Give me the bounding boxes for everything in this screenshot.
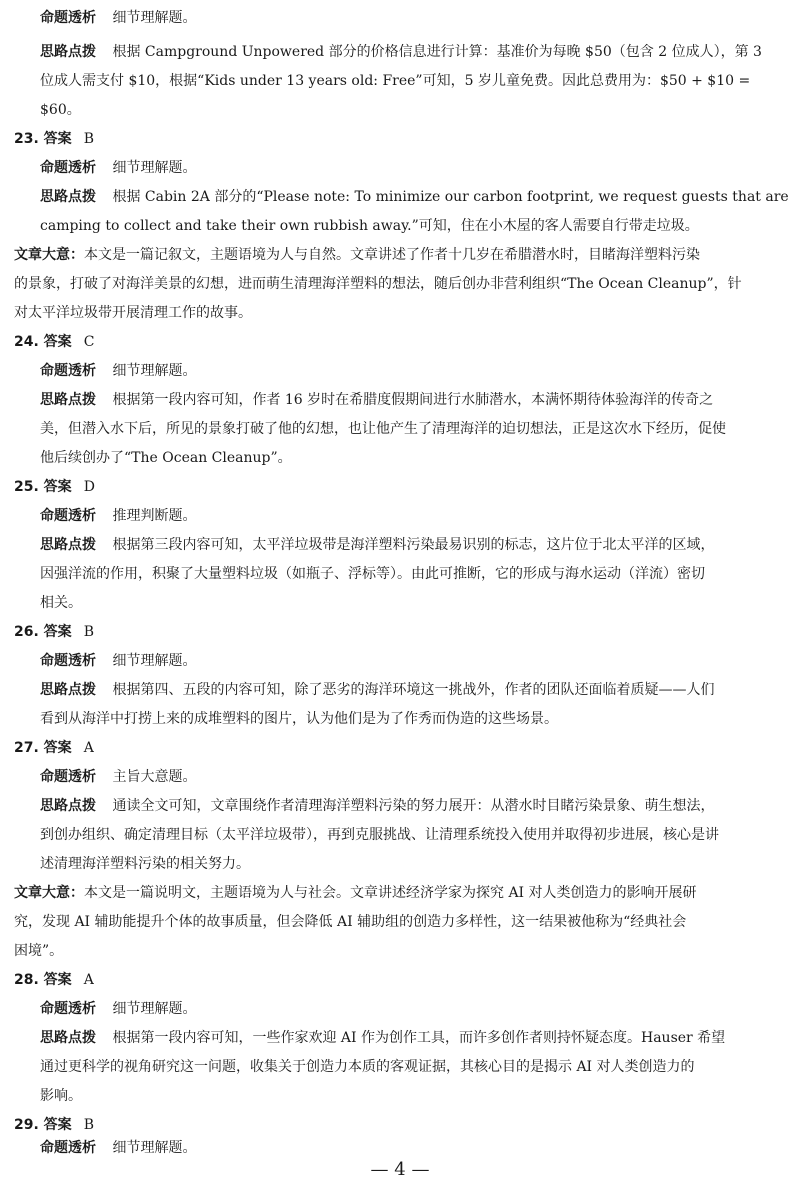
hint-line: 位成人需支付 $10，根据“Kids under 13 years old: Free”可知，5 岁儿童免费。因此总费用为：$50 + $10 =: [40, 73, 751, 89]
hint-line: 通读全文可知，文章围绕作者清理海洋塑料污染的努力展开：从潜水时目睹污染景象、萌生想法，: [112, 798, 715, 814]
answer-label: 25. 答案: [14, 479, 72, 495]
type-label: 命题透析: [40, 160, 96, 176]
type-label: 命题透析: [40, 769, 96, 785]
answer-letter: B: [83, 1117, 94, 1133]
hint-label: 思路点拨: [40, 392, 96, 408]
type-row: [40, 999, 196, 1019]
type-text: 细节理解题。: [112, 10, 197, 26]
summary-line: 对太平洋垃圾带开展清理工作的故事。: [14, 305, 252, 321]
answer-label: 26. 答案: [14, 624, 72, 640]
hint-line: 看到从海洋中打捞上来的成堆塑料的图片，认为他们是为了作秀而伪造的这些场景。: [40, 711, 558, 727]
answer-row: [14, 332, 94, 352]
hint-line: camping to collect and take their own rubbish away.”可知，住在小木屋的客人需要自行带走垃圾。: [40, 218, 699, 234]
answer-letter: C: [83, 334, 95, 350]
hint-row: [40, 680, 714, 700]
answer-letter: D: [83, 479, 95, 495]
answer-label: 24. 答案: [14, 334, 72, 350]
type-row: [40, 506, 196, 526]
answer-row: [14, 129, 94, 149]
answer-label: 27. 答案: [14, 740, 72, 756]
hint-label: 思路点拨: [40, 1030, 96, 1046]
type-label: 命题透析: [40, 508, 96, 524]
type-text: 细节理解题。: [112, 1140, 197, 1156]
type-row: [40, 158, 196, 178]
answer-label: 23. 答案: [14, 131, 72, 147]
answer-label: 28. 答案: [14, 972, 72, 988]
type-row: [40, 361, 196, 381]
hint-line: 根据第一段内容可知，一些作家欢迎 AI 作为创作工具，而许多创作者则持怀疑态度。Hauser 希望: [112, 1030, 726, 1046]
type-label: 命题透析: [40, 1001, 96, 1017]
hint-row: [40, 796, 714, 816]
hint-row: [40, 535, 714, 555]
hint-line: 影响。: [40, 1088, 82, 1104]
hint-line: 根据 Cabin 2A 部分的“Please note: To minimize our carbon footprint, we request guests that are: [112, 189, 789, 205]
hint-line: 相关。: [40, 595, 82, 611]
type-text: 细节理解题。: [112, 1001, 197, 1017]
answer-letter: A: [83, 740, 94, 756]
answer-row: [14, 622, 94, 642]
hint-label: 思路点拨: [40, 798, 96, 814]
summary-line: 本文是一篇记叙文，主题语境为人与自然。文章讲述了作者十几岁在希腊潜水时，目睹海洋塑料污染: [84, 247, 700, 263]
hint-row: [40, 42, 762, 62]
hint-line: 根据第四、五段的内容可知，除了恶劣的海洋环境这一挑战外，作者的团队还面临着质疑——人们: [112, 682, 715, 698]
summary-line: 究，发现 AI 辅助能提升个体的故事质量，但会降低 AI 辅助组的创造力多样性，这一结果被他称为“经典社会: [14, 914, 687, 930]
answer-label: 29. 答案: [14, 1117, 72, 1133]
type-text: 细节理解题。: [112, 160, 197, 176]
type-text: 细节理解题。: [112, 653, 197, 669]
hint-line: 根据第一段内容可知，作者 16 岁时在希腊度假期间进行水肺潜水，本满怀期待体验海洋的传奇之: [112, 392, 714, 408]
type-row: [40, 1138, 196, 1158]
summary-row: [14, 883, 697, 903]
type-label: 命题透析: [40, 10, 96, 26]
answer-row: [14, 970, 94, 990]
page-number: — 4 —: [370, 1159, 430, 1180]
answer-letter: A: [83, 972, 94, 988]
hint-line: 美，但潜入水下后，所见的景象打破了他的幻想，也让他产生了清理海洋的迫切想法，正是这次水下经历，促使: [40, 421, 726, 437]
hint-label: 思路点拨: [40, 682, 96, 698]
hint-line: 根据 Campground Unpowered 部分的价格信息进行计算：基准价为每晚 $50（包含 2 位成人），第 3: [112, 44, 762, 60]
hint-row: [40, 390, 713, 410]
hint-line: $60。: [40, 102, 81, 118]
summary-line: 本文是一篇说明文，主题语境为人与社会。文章讲述经济学家为探究 AI 对人类创造力的影响开展研: [84, 885, 697, 901]
hint-line: 因强洋流的作用，积聚了大量塑料垃圾（如瓶子、浮标等）。由此可推断，它的形成与海水运动（洋流）密切: [40, 566, 705, 582]
answer-row: [14, 738, 94, 758]
summary-row: [14, 245, 700, 265]
hint-line: 述清理海洋塑料污染的相关努力。: [40, 856, 250, 872]
type-label: 命题透析: [40, 653, 96, 669]
answer-row: [14, 477, 95, 497]
summary-line: 困境”。: [14, 943, 64, 959]
type-text: 主旨大意题。: [112, 769, 197, 785]
summary-label: 文章大意：: [14, 885, 84, 901]
type-text: 推理判断题。: [112, 508, 197, 524]
answer-row: [14, 1115, 94, 1135]
hint-line: 根据第三段内容可知，太平洋垃圾带是海洋塑料污染最易识别的标志，这片位于北太平洋的区域，: [112, 537, 715, 553]
answer-letter: B: [83, 131, 94, 147]
hint-label: 思路点拨: [40, 44, 96, 60]
type-label: 命题透析: [40, 363, 96, 379]
answer-letter: B: [83, 624, 94, 640]
type-row: [40, 8, 196, 28]
hint-row: [40, 1028, 725, 1048]
type-row: [40, 651, 196, 671]
type-label: 命题透析: [40, 1140, 96, 1156]
hint-line: 他后续创办了“The Ocean Cleanup”。: [40, 450, 292, 466]
hint-label: 思路点拨: [40, 189, 96, 205]
type-text: 细节理解题。: [112, 363, 197, 379]
hint-row: [40, 187, 789, 207]
summary-label: 文章大意：: [14, 247, 84, 263]
hint-line: 到创办组织、确定清理目标（太平洋垃圾带），再到克服挑战、让清理系统投入使用并取得初步进展，核心是讲: [40, 827, 719, 843]
hint-label: 思路点拨: [40, 537, 96, 553]
type-row: [40, 767, 196, 787]
summary-line: 的景象，打破了对海洋美景的幻想，进而萌生清理海洋塑料的想法，随后创办非营利组织“The Ocean Cleanup”，针: [14, 276, 742, 292]
hint-line: 通过更科学的视角研究这一问题，收集关于创造力本质的客观证据，其核心目的是揭示 AI 对人类创造力的: [40, 1059, 695, 1075]
